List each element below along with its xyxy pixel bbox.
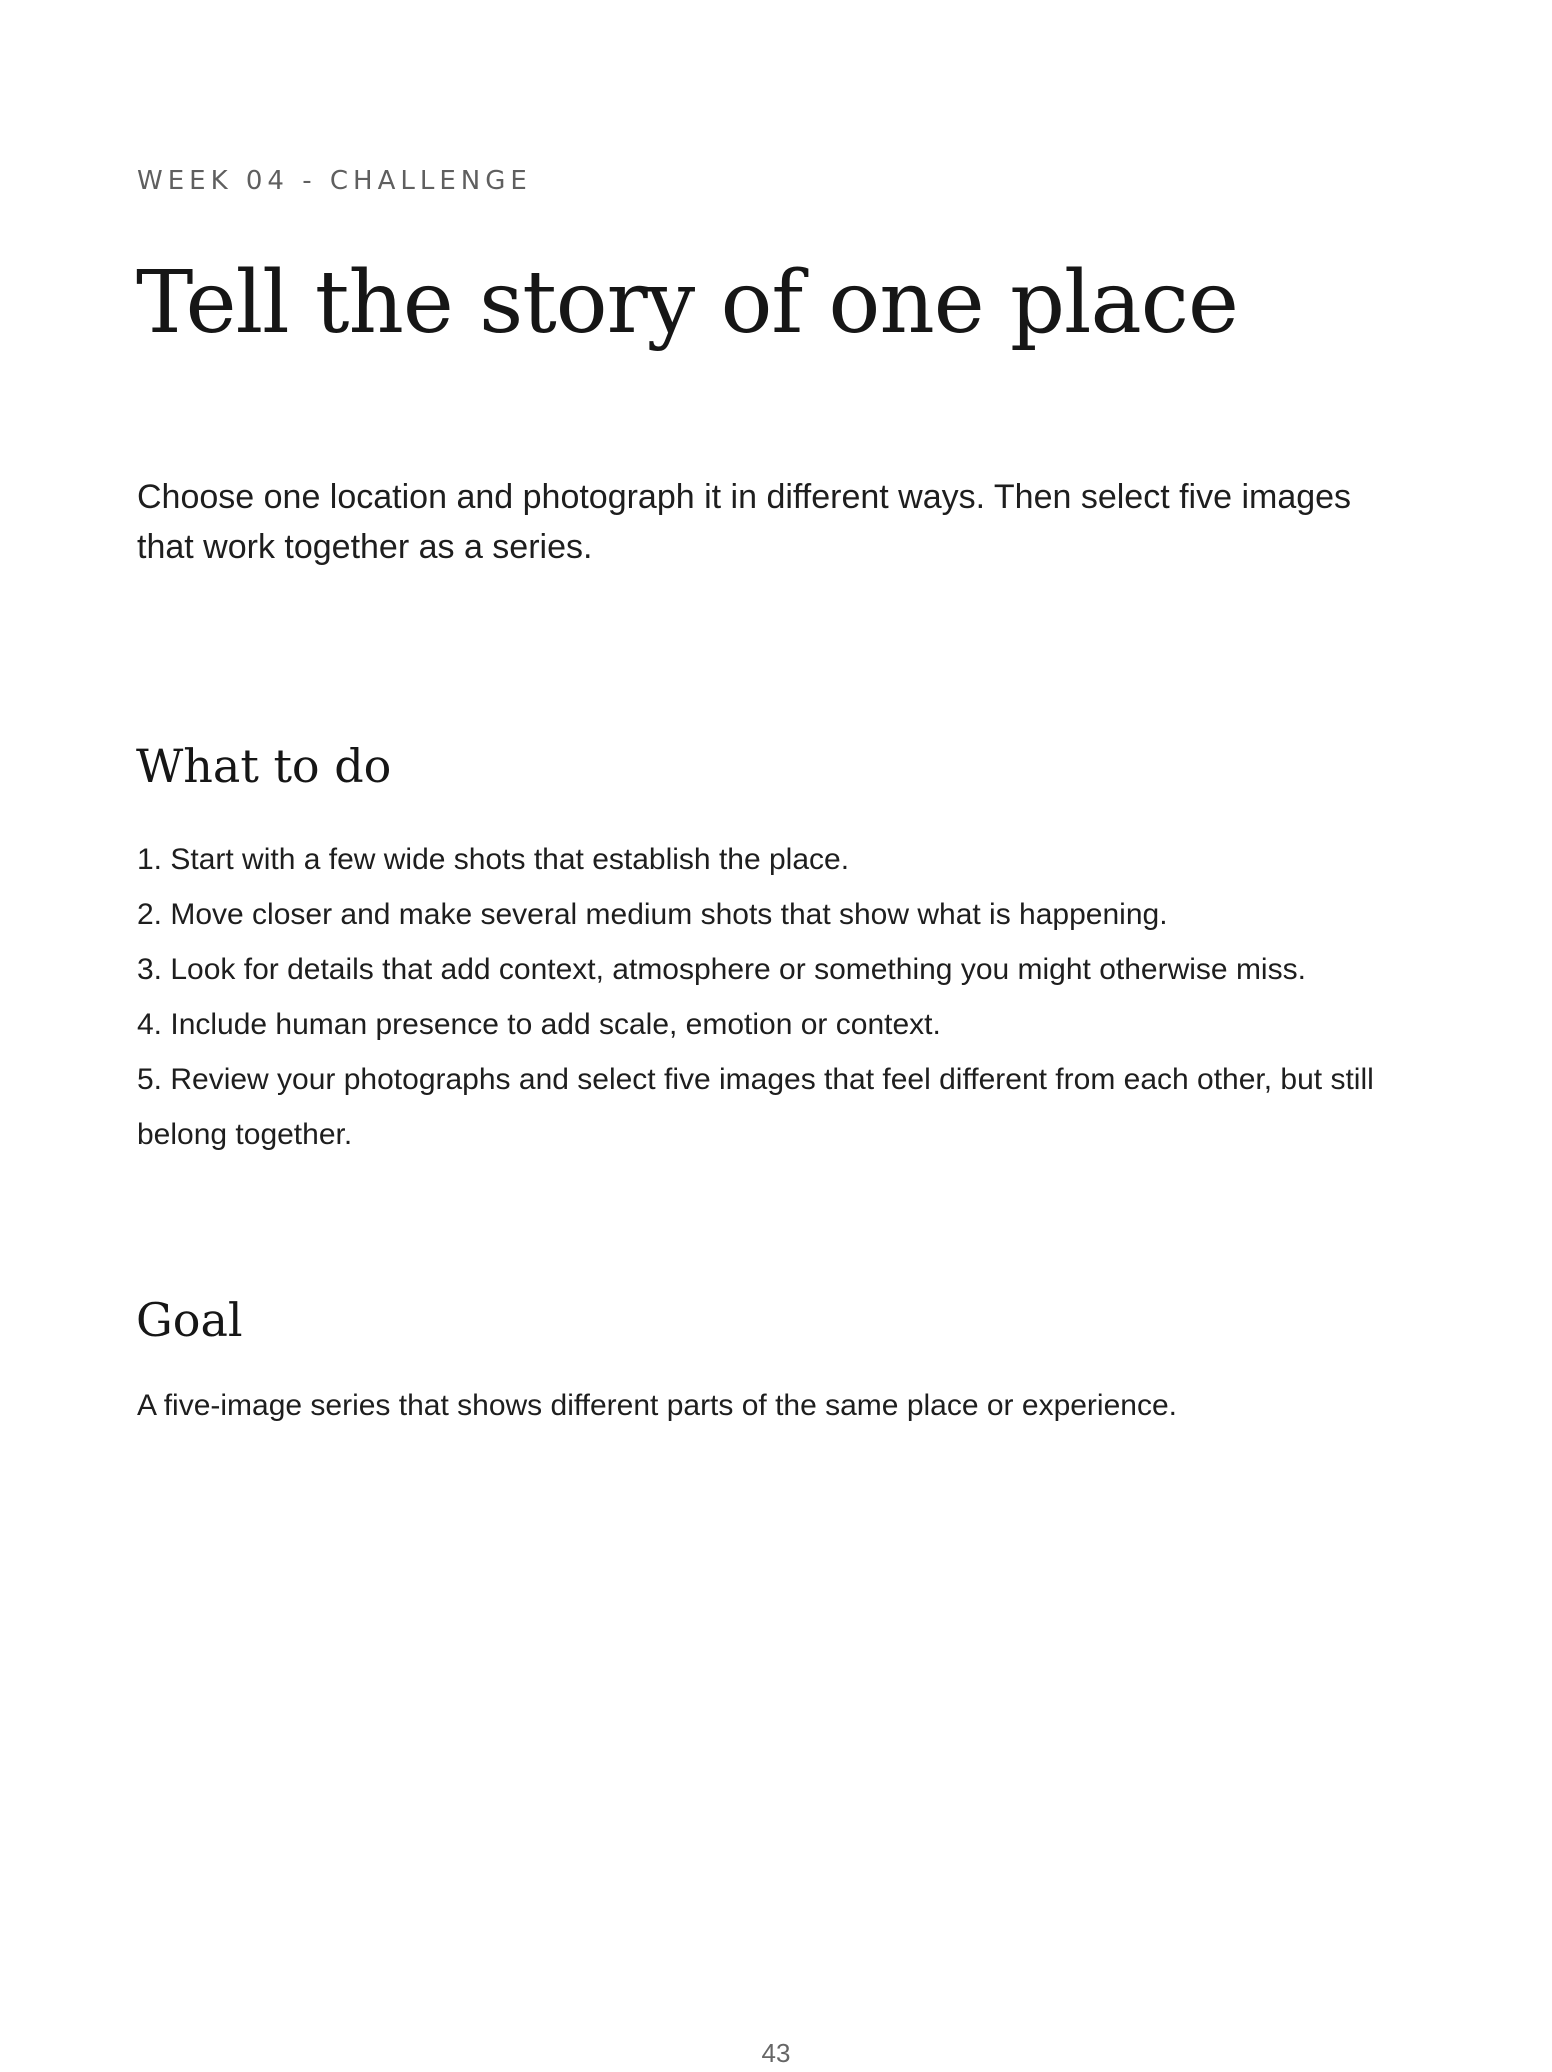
step-item: 4. Include human presence to add scale, emotion or context. [137, 1008, 941, 1041]
step-item: 5. Review your photographs and select five images that feel different from each other, but still belong together. [137, 1063, 1374, 1151]
page-title: Tell the story of one place [136, 253, 1238, 353]
page-number: 43 [761, 2038, 791, 2068]
step-item: 1. Start with a few wide shots that establish the place. [137, 843, 850, 876]
intro-paragraph: Choose one location and photograph it in different ways. Then select five images that work together as a series. [137, 478, 1352, 566]
what-to-do-heading: What to do [136, 739, 392, 793]
step-item: 3. Look for details that add context, atmosphere or something you might otherwise miss. [137, 953, 1306, 986]
steps-list [137, 832, 1437, 1162]
goal-heading: Goal [136, 1293, 243, 1347]
step-item: 2. Move closer and make several medium shots that show what is happening. [137, 898, 1168, 931]
goal-text: A five-image series that shows different parts of the same place or experience. [137, 1389, 1177, 1422]
week-kicker: WEEK 04 - CHALLENGE [137, 166, 532, 196]
